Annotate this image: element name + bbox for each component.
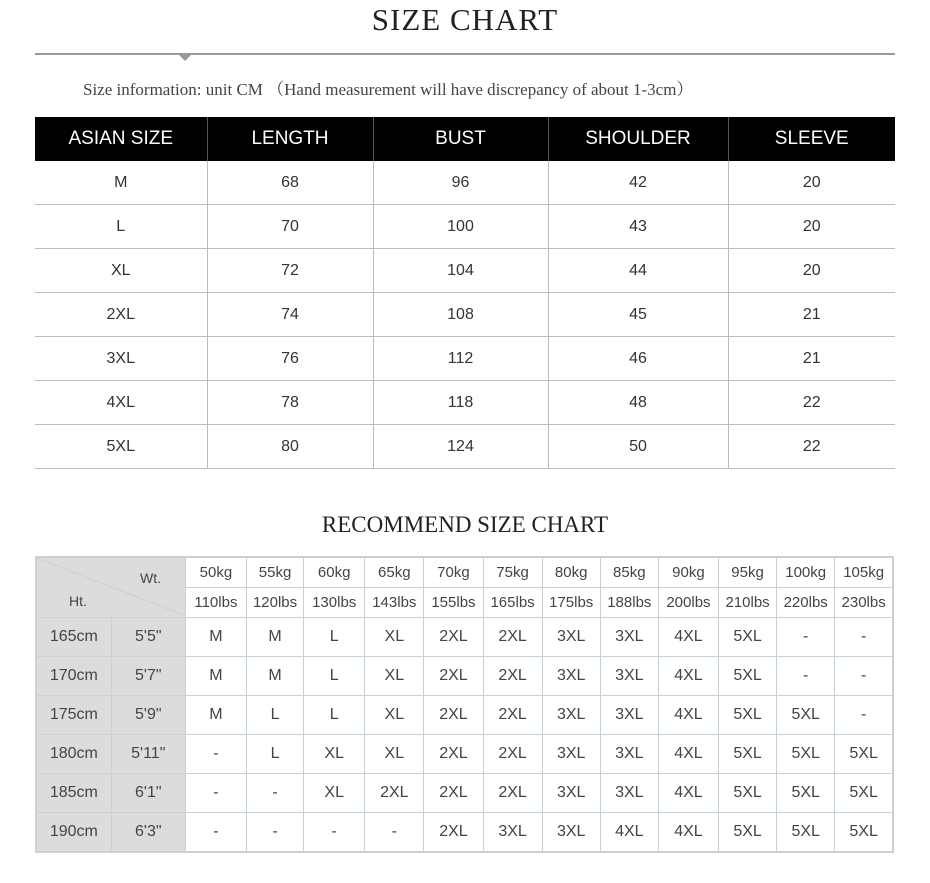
- recommended-size-cell: L: [246, 696, 303, 735]
- recommended-size-cell: 3XL: [542, 813, 600, 853]
- weight-lbs-cell: 230lbs: [835, 588, 893, 618]
- recommended-size-cell: -: [185, 774, 246, 813]
- size-table: [35, 117, 895, 469]
- recommended-size-cell: 4XL: [600, 813, 658, 853]
- height-cm-cell: 170cm: [36, 657, 111, 696]
- weight-lbs-cell: 210lbs: [719, 588, 777, 618]
- recommended-size-cell: -: [365, 813, 424, 853]
- recommended-size-cell: 2XL: [483, 774, 542, 813]
- recommended-size-cell: 3XL: [600, 696, 658, 735]
- recommended-size-cell: 4XL: [658, 618, 718, 657]
- height-row: [36, 774, 893, 813]
- header-length: LENGTH: [207, 117, 373, 161]
- height-row: [36, 735, 893, 774]
- measure-cell: 100: [373, 205, 548, 249]
- recommended-size-cell: 3XL: [542, 657, 600, 696]
- height-ft-cell: 5'9": [111, 696, 185, 735]
- size-row: [35, 293, 895, 337]
- recommended-size-cell: 2XL: [424, 735, 483, 774]
- measure-cell: 46: [548, 337, 728, 381]
- weight-kg-cell: 75kg: [483, 557, 542, 588]
- height-cm-cell: 185cm: [36, 774, 111, 813]
- recommended-size-cell: 2XL: [483, 696, 542, 735]
- title-divider: [35, 53, 895, 55]
- recommended-size-cell: 2XL: [483, 618, 542, 657]
- measure-cell: 20: [728, 161, 895, 205]
- recommended-size-cell: 3XL: [542, 618, 600, 657]
- recommended-size-cell: 2XL: [424, 774, 483, 813]
- height-cm-cell: 175cm: [36, 696, 111, 735]
- weight-kg-cell: 90kg: [658, 557, 718, 588]
- recommended-size-cell: 2XL: [365, 774, 424, 813]
- height-ft-cell: 5'5": [111, 618, 185, 657]
- recommended-size-cell: 2XL: [424, 813, 483, 853]
- recommended-size-cell: M: [246, 618, 303, 657]
- measure-cell: 22: [728, 425, 895, 469]
- weight-kg-cell: 105kg: [835, 557, 893, 588]
- size-cell: 2XL: [35, 293, 207, 337]
- recommended-size-cell: 3XL: [483, 813, 542, 853]
- height-ft-cell: 5'11": [111, 735, 185, 774]
- recommended-size-cell: -: [304, 813, 365, 853]
- measure-cell: 108: [373, 293, 548, 337]
- weight-kg-cell: 60kg: [304, 557, 365, 588]
- measure-cell: 124: [373, 425, 548, 469]
- recommended-size-cell: 2XL: [483, 735, 542, 774]
- weight-kg-cell: 80kg: [542, 557, 600, 588]
- weight-kg-cell: 100kg: [777, 557, 835, 588]
- height-row: [36, 618, 893, 657]
- size-row: [35, 161, 895, 205]
- recommended-size-cell: 3XL: [600, 735, 658, 774]
- size-note: Size information: unit CM （Hand measurement will have discrepancy of about 1-3cm）: [83, 80, 694, 99]
- recommended-size-cell: 5XL: [777, 696, 835, 735]
- measure-cell: 76: [207, 337, 373, 381]
- height-ft-cell: 6'3": [111, 813, 185, 853]
- recommended-size-cell: 2XL: [424, 696, 483, 735]
- recommended-size-cell: L: [304, 657, 365, 696]
- recommended-size-cell: -: [835, 657, 893, 696]
- recommended-size-cell: 5XL: [719, 657, 777, 696]
- diagonal-divider: [37, 558, 185, 618]
- size-row: [35, 337, 895, 381]
- recommended-size-cell: 5XL: [777, 735, 835, 774]
- weight-lbs-cell: 110lbs: [185, 588, 246, 618]
- size-cell: 3XL: [35, 337, 207, 381]
- measure-cell: 44: [548, 249, 728, 293]
- weight-lbs-cell: 175lbs: [542, 588, 600, 618]
- height-row: [36, 813, 893, 853]
- measure-cell: 112: [373, 337, 548, 381]
- recommended-size-cell: XL: [365, 735, 424, 774]
- measure-cell: 48: [548, 381, 728, 425]
- recommended-size-cell: 5XL: [835, 813, 893, 853]
- page-title: SIZE CHART: [371, 2, 559, 37]
- height-axis-label: Ht.: [69, 593, 87, 609]
- size-row: [35, 381, 895, 425]
- recommended-size-cell: 4XL: [658, 657, 718, 696]
- weight-lbs-cell: 188lbs: [600, 588, 658, 618]
- recommended-size-cell: 5XL: [777, 774, 835, 813]
- size-cell: 5XL: [35, 425, 207, 469]
- size-cell: L: [35, 205, 207, 249]
- size-row: [35, 205, 895, 249]
- weight-lbs-cell: 200lbs: [658, 588, 718, 618]
- size-cell: XL: [35, 249, 207, 293]
- recommended-size-cell: 3XL: [542, 735, 600, 774]
- weight-lbs-cell: 165lbs: [483, 588, 542, 618]
- measure-cell: 118: [373, 381, 548, 425]
- recommended-size-cell: XL: [304, 735, 365, 774]
- recommended-size-cell: 5XL: [719, 774, 777, 813]
- recommended-size-cell: 3XL: [600, 618, 658, 657]
- weight-axis-label: Wt.: [140, 570, 161, 586]
- weight-kg-cell: 55kg: [246, 557, 303, 588]
- recommended-size-cell: L: [304, 618, 365, 657]
- height-ft-cell: 6'1": [111, 774, 185, 813]
- measure-cell: 22: [728, 381, 895, 425]
- divider-notch: [179, 55, 191, 61]
- header-sleeve: SLEEVE: [728, 117, 895, 161]
- height-cm-cell: 180cm: [36, 735, 111, 774]
- weight-lbs-cell: 130lbs: [304, 588, 365, 618]
- recommended-size-cell: 4XL: [658, 735, 718, 774]
- weight-kg-cell: 95kg: [719, 557, 777, 588]
- measure-cell: 45: [548, 293, 728, 337]
- recommended-size-cell: M: [246, 657, 303, 696]
- weight-lbs-cell: 143lbs: [365, 588, 424, 618]
- recommended-size-cell: XL: [365, 618, 424, 657]
- recommended-size-cell: 2XL: [424, 618, 483, 657]
- recommended-size-cell: M: [185, 696, 246, 735]
- size-cell: 4XL: [35, 381, 207, 425]
- weight-lbs-cell: 155lbs: [424, 588, 483, 618]
- recommended-size-cell: 5XL: [835, 774, 893, 813]
- recommended-size-cell: M: [185, 618, 246, 657]
- recommended-size-cell: 5XL: [719, 735, 777, 774]
- recommended-size-cell: 5XL: [777, 813, 835, 853]
- measure-cell: 78: [207, 381, 373, 425]
- recommended-size-cell: XL: [365, 696, 424, 735]
- size-row: [35, 249, 895, 293]
- recommended-size-cell: -: [835, 696, 893, 735]
- weight-lbs-cell: 120lbs: [246, 588, 303, 618]
- recommended-size-cell: -: [185, 813, 246, 853]
- recommended-size-cell: XL: [304, 774, 365, 813]
- measure-cell: 42: [548, 161, 728, 205]
- measure-cell: 50: [548, 425, 728, 469]
- corner-header: [36, 557, 185, 618]
- measure-cell: 70: [207, 205, 373, 249]
- recommended-size-cell: 3XL: [600, 774, 658, 813]
- header-bust: BUST: [373, 117, 548, 161]
- recommended-size-cell: -: [777, 618, 835, 657]
- recommended-size-cell: 4XL: [658, 813, 718, 853]
- height-ft-cell: 5'7": [111, 657, 185, 696]
- header-asian-size: ASIAN SIZE: [35, 117, 207, 161]
- height-cm-cell: 165cm: [36, 618, 111, 657]
- weight-kg-cell: 85kg: [600, 557, 658, 588]
- measure-cell: 72: [207, 249, 373, 293]
- size-cell: M: [35, 161, 207, 205]
- measure-cell: 74: [207, 293, 373, 337]
- weight-kg-cell: 70kg: [424, 557, 483, 588]
- measure-cell: 21: [728, 293, 895, 337]
- recommended-size-cell: 2XL: [424, 657, 483, 696]
- recommended-size-cell: 3XL: [542, 774, 600, 813]
- recommended-size-cell: 3XL: [600, 657, 658, 696]
- recommended-size-cell: -: [246, 774, 303, 813]
- recommended-size-cell: 3XL: [542, 696, 600, 735]
- weight-kg-row: [36, 557, 893, 588]
- measure-cell: 96: [373, 161, 548, 205]
- size-row: [35, 425, 895, 469]
- recommended-size-cell: M: [185, 657, 246, 696]
- recommended-size-cell: 5XL: [719, 696, 777, 735]
- measure-cell: 21: [728, 337, 895, 381]
- recommended-size-cell: 5XL: [719, 813, 777, 853]
- recommended-size-cell: -: [246, 813, 303, 853]
- measure-cell: 20: [728, 205, 895, 249]
- recommended-size-cell: 5XL: [719, 618, 777, 657]
- recommended-size-cell: 2XL: [483, 657, 542, 696]
- measure-cell: 80: [207, 425, 373, 469]
- recommended-size-cell: -: [777, 657, 835, 696]
- recommended-size-cell: XL: [365, 657, 424, 696]
- measure-cell: 43: [548, 205, 728, 249]
- height-cm-cell: 190cm: [36, 813, 111, 853]
- recommended-size-cell: L: [304, 696, 365, 735]
- measure-cell: 68: [207, 161, 373, 205]
- weight-lbs-cell: 220lbs: [777, 588, 835, 618]
- header-shoulder: SHOULDER: [548, 117, 728, 161]
- weight-kg-cell: 65kg: [365, 557, 424, 588]
- recommended-size-cell: 5XL: [835, 735, 893, 774]
- recommended-size-cell: L: [246, 735, 303, 774]
- measure-cell: 20: [728, 249, 895, 293]
- size-table-header-row: [35, 117, 895, 161]
- recommend-title: RECOMMEND SIZE CHART: [321, 512, 609, 537]
- weight-kg-cell: 50kg: [185, 557, 246, 588]
- height-row: [36, 657, 893, 696]
- height-row: [36, 696, 893, 735]
- recommended-size-cell: 4XL: [658, 696, 718, 735]
- recommend-size-table: [35, 556, 894, 853]
- measure-cell: 104: [373, 249, 548, 293]
- recommended-size-cell: -: [835, 618, 893, 657]
- recommended-size-cell: -: [185, 735, 246, 774]
- recommended-size-cell: 4XL: [658, 774, 718, 813]
